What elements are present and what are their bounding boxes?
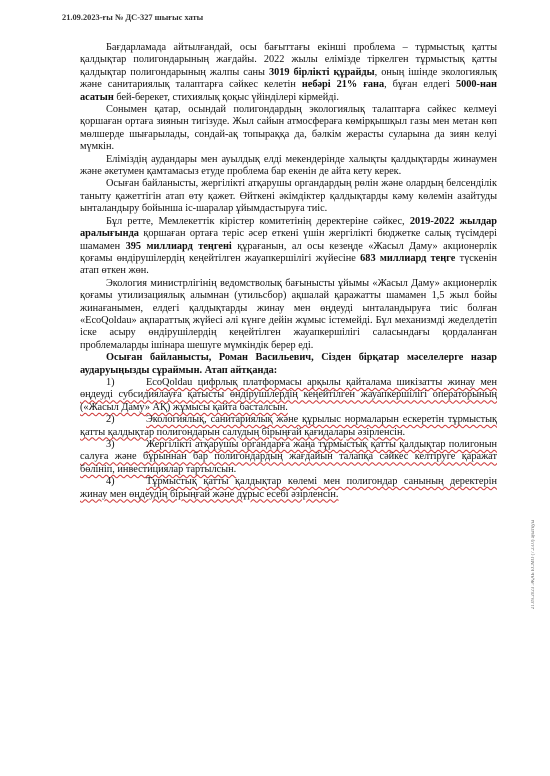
side-registration-stamp: 21.09.2023 ЭҚАБ ЕСМО (7.23.0) ауытқуы <box>531 520 536 610</box>
list-item-number: 1) <box>106 376 115 388</box>
body-paragraph <box>80 104 497 154</box>
bold-text-run: 395 миллиард теңгені <box>125 240 232 252</box>
body-paragraph <box>80 154 497 179</box>
body-paragraph <box>80 352 497 377</box>
text-run: Бағдарламада айтылғандай, осы бағыттағы екінші проблема – тұрмыстық қатты қалдықтар полигондарының жағдайы. 2022 жылы елімізде тіркелген тұрмыстық қатты қалдықтар полигондарының жалпы саны <box>80 42 497 78</box>
text-run: қоршаған ортаға теріс әсер еткені үшін жергілікті бюджетке салық түсімдері шамамен <box>80 228 497 252</box>
numbered-list <box>80 377 497 501</box>
document-body <box>80 42 497 501</box>
body-paragraph <box>80 278 497 352</box>
text-run: , бұған елдегі <box>384 79 456 91</box>
text-run: Тұрмыстық қатты қалдықтар көлемі мен полигондар санының деректерін жинау мен өңдеудің бірыңғай және дұрыс есебі әзірленсін. <box>80 476 497 500</box>
text-run: Сонымен қатар, осындай полигондардың экологиялық талаптарға сәйкес келмеуі қоршаған ортаға зиянын тигізуде. Жыл сайын атмосфераға көмірқышқыл газы мен метан көп мөлшерде шығарылады, сондай-ақ топыраққа да, бәлкім жерасты суларына да зиян келуі мүмкін. <box>80 104 497 153</box>
list-item <box>80 439 497 476</box>
list-item-number: 2) <box>106 414 115 426</box>
text-run: түскенін атап өткен жөн. <box>80 252 497 277</box>
bold-text-run: 683 миллиард теңге <box>360 252 456 264</box>
paragraph-list <box>80 42 497 377</box>
list-item-text <box>80 439 497 476</box>
bold-text-run: небәрі 21% ғана <box>301 79 385 91</box>
list-item-text <box>80 476 497 501</box>
body-paragraph <box>80 178 497 215</box>
text-run: Еліміздің аудандары мен ауылдық елді мекендерінде халықты қалдықтарды жинаумен және әкетумен қамтамасыз етуде проблема бар екенін де айта кету керек. <box>80 153 497 178</box>
list-item-text <box>80 377 497 414</box>
body-paragraph <box>80 42 497 104</box>
list-item-number: 3) <box>106 439 115 450</box>
list-item-text <box>80 414 497 439</box>
text-run: Экологиялық, санитариялық және құрылыс нормаларын ескеретін тұрмыстық қатты қалдықтар полигондарын салудың бірыңғай қағидалары әзірленсін. <box>80 414 497 438</box>
list-item-number: 4) <box>106 476 115 488</box>
text-run: Жергілікті атқарушы органдарға жаңа тұрмыстық қатты қалдықтар полигонын салуға және бұрыннан бар полигондардың жағдайын талапқа сәйкес келтіруге қаражат бөлініп, инвестициялар тартылсын. <box>80 439 497 475</box>
text-run: Бұл ретте, Мемлекеттік кірістер комитетінің деректеріне сәйкес, <box>106 215 410 227</box>
list-item <box>80 377 497 414</box>
text-run: , оның ішінде экологиялық және санитариялық талаптарға сәйкес келетін <box>80 66 497 91</box>
text-run: EcoQoldau цифрлық платформасы арқылы қайталама шикізатты жинау мен өңдеуді субсидиялауға қатысты өндірушілердің кеңейтілген жауапкершілігі операторының («Жасыл Даму» АҚ) жұмысы қайта басталсын. <box>80 376 497 413</box>
bold-text-run: 3019 бірлікті құрайды <box>268 66 375 78</box>
text-run: Осыған байланысты, жергілікті атқарушы органдардың рөлін және олардың белсенділік таныту қажеттігін атап өту қажет. Өйткені әкімдіктер қалдықтарды кәму көлемін азайтуды ынталандыру бойынша іс-шаралар ұйымдастыруға тиіс. <box>80 178 497 215</box>
body-paragraph <box>80 216 497 278</box>
list-item <box>80 414 497 439</box>
document-registration-stamp: 21.09.2023-ғы № ДС-327 шығыс хаты <box>62 13 204 22</box>
text-run: бей-берекет, стихиялық қоқыс үйінділері кірмейді. <box>113 91 339 103</box>
bold-text-run: 2019-2022 жылдар аралығында <box>80 215 497 240</box>
text-run: құрағанын, ал осы кезеңде «Жасыл Даму» акционерлік қоғамы өндірушілердің кеңейтілген жауапкершілігі жүйесіне <box>80 240 497 264</box>
list-item <box>80 476 497 501</box>
text-run: Экология министрлігінің ведомстволық бағынысты ұйымы «Жасыл Даму» акционерлік қоғамы утилизациялық алымнан (утильсбор) ақшалай қаражатты шамамен 1,5 жыл бойы жинағанымен, елдегі қалдықтарды жинау мен өңдеуді ынталандыруға тиіс болған «EcoQoldau» ақпараттық жүйесі әлі күнге дейін жұмыс істемейді. Бұл механизмді жеделдетіп іске асыру өндірушілердің кеңейтілген жауапкершілігі саласындағы қордаланған проблемаларды ішінара шешуге мүмкіндік берер еді. <box>80 277 497 351</box>
bold-text-run: Осыған байланысты, Роман Васильевич, Сізден бірқатар мәселелерге назар аударуыңызды сұраймын. Атап айтқанда: <box>80 352 497 376</box>
bold-text-run: 5000-нан асатын <box>80 79 497 103</box>
